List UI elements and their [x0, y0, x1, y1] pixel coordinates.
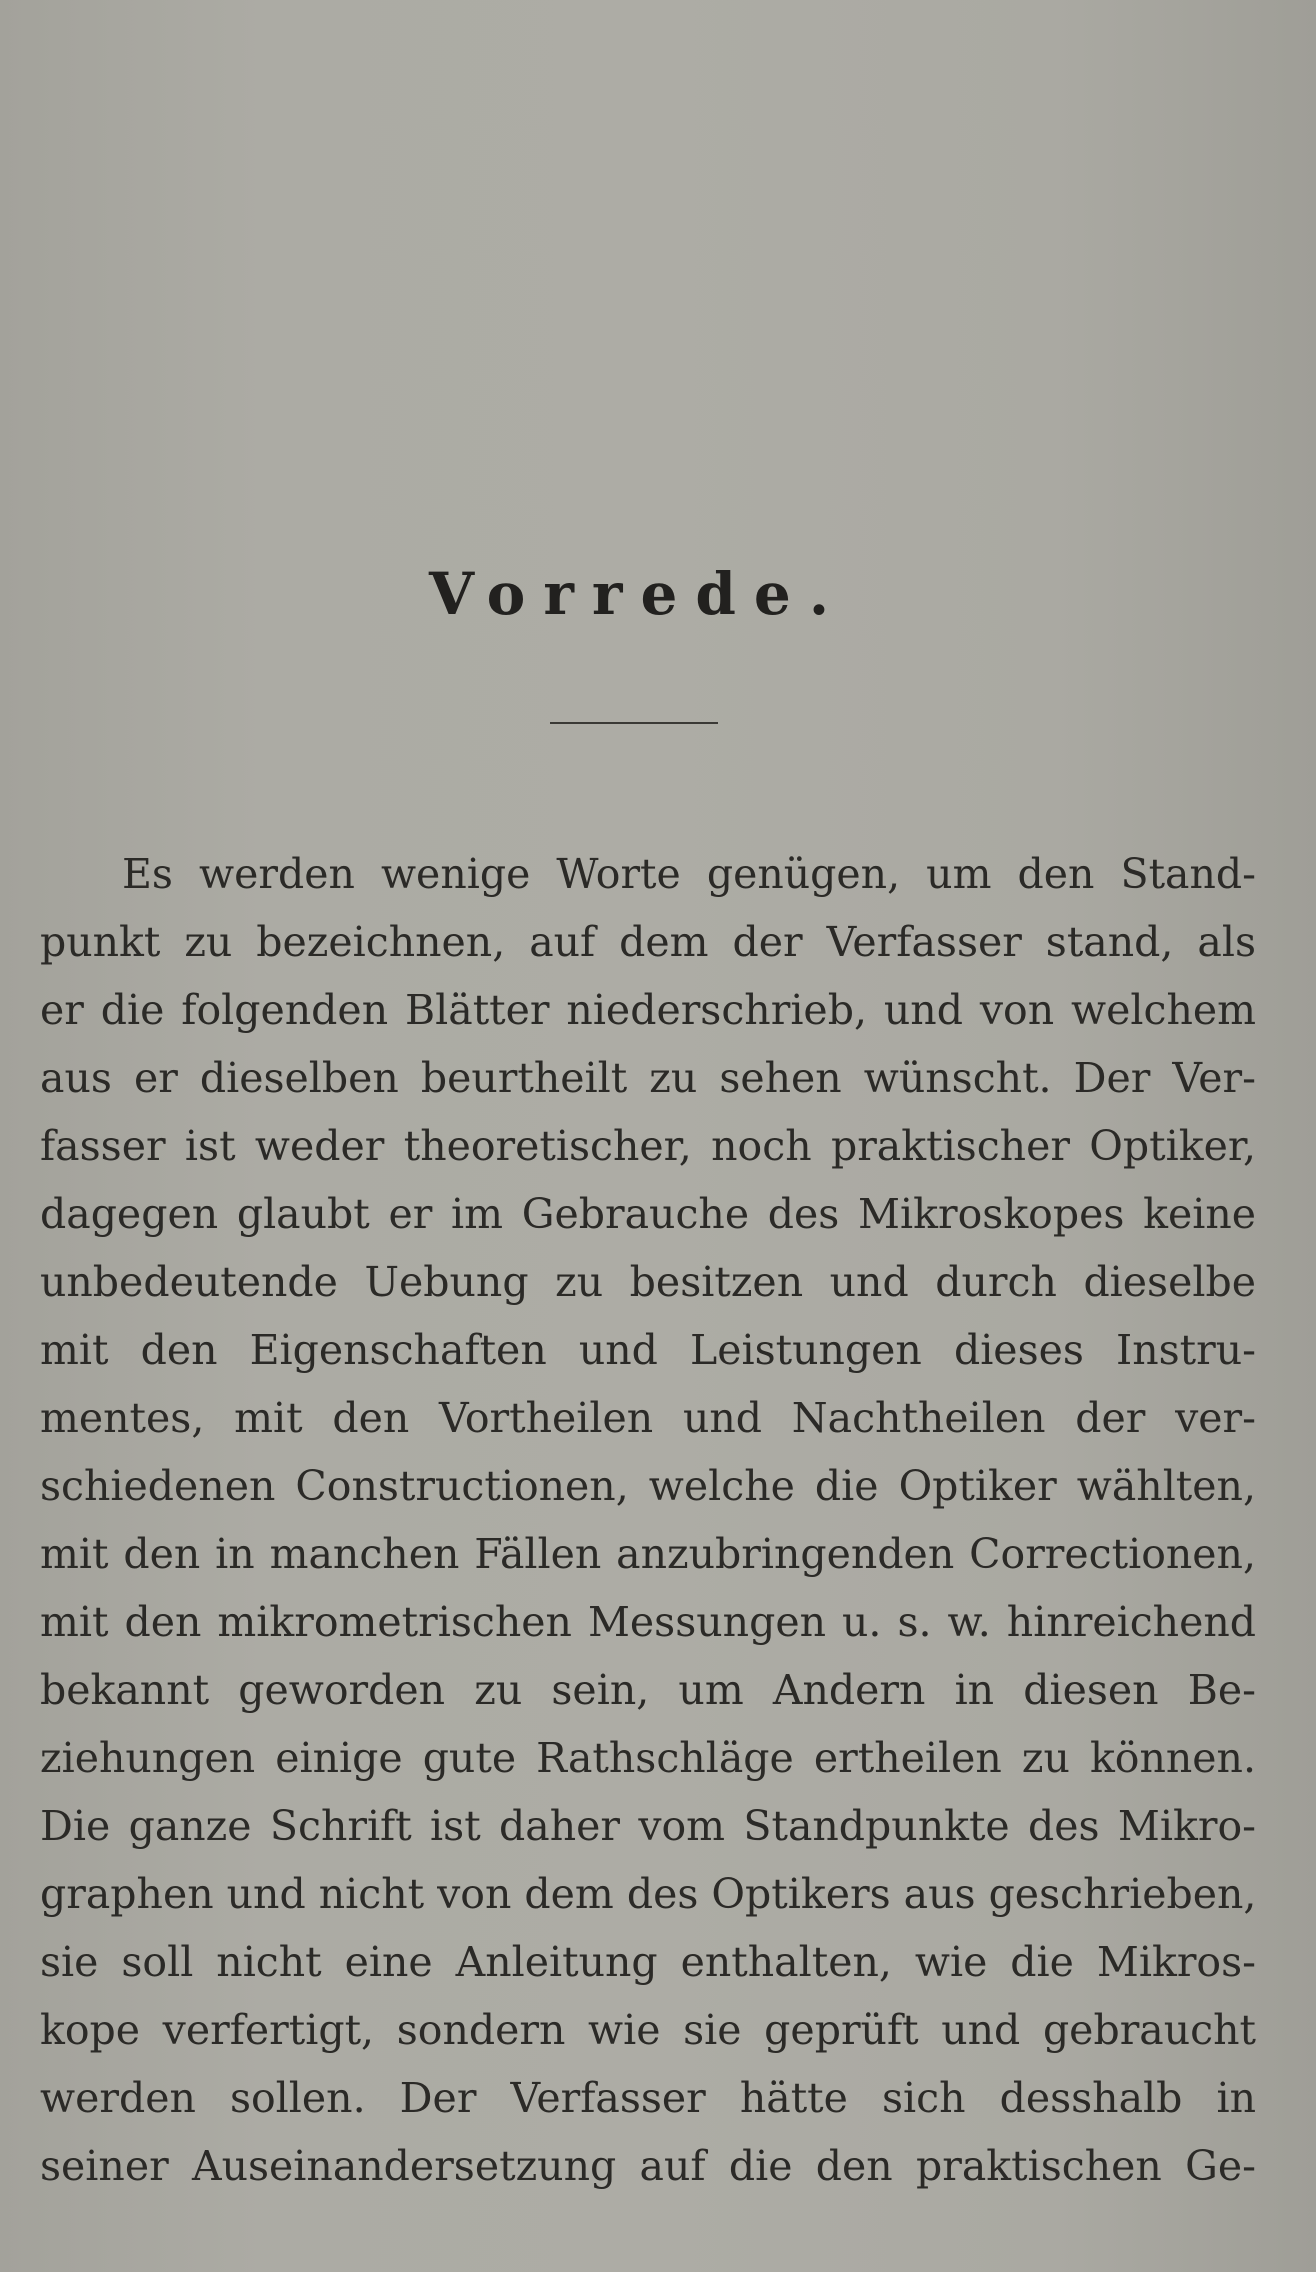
text-line: dagegen glaubt er im Gebrauche des Mikroskopes keine — [40, 1190, 1256, 1238]
text-line: mentes, mit den Vortheilen und Nachtheilen der ver- — [40, 1394, 1256, 1442]
text-line: werden sollen. Der Verfasser hätte sich desshalb in — [40, 2074, 1256, 2122]
text-line: Die ganze Schrift ist daher vom Standpunkte des Mikro- — [40, 1802, 1256, 1850]
text-line: unbedeutende Uebung zu besitzen und durch dieselbe — [40, 1258, 1256, 1306]
text-line: kope verfertigt, sondern wie sie geprüft und gebraucht — [40, 2006, 1256, 2054]
text-line: mit den Eigenschaften und Leistungen dieses Instru- — [40, 1326, 1256, 1374]
text-line: Es werden wenige Worte genügen, um den Stand- — [122, 850, 1256, 898]
text-line: aus er dieselben beurtheilt zu sehen wünscht. Der Ver- — [40, 1054, 1256, 1102]
text-line: mit den in manchen Fällen anzubringenden Correctionen, — [40, 1530, 1256, 1578]
chapter-title: Vorrede. — [428, 560, 848, 628]
text-line: seiner Auseinandersetzung auf die den praktischen Ge- — [40, 2142, 1256, 2190]
text-line: schiedenen Constructionen, welche die Optiker wählten, — [40, 1462, 1256, 1510]
text-line: punkt zu bezeichnen, auf dem der Verfasser stand, als — [40, 918, 1256, 966]
text-line: er die folgenden Blätter niederschrieb, und von welchem — [40, 986, 1256, 1034]
title-divider — [550, 722, 718, 724]
text-line: mit den mikrometrischen Messungen u. s. w. hinreichend — [40, 1598, 1256, 1646]
text-line: fasser ist weder theoretischer, noch praktischer Optiker, — [40, 1122, 1256, 1170]
text-line: sie soll nicht eine Anleitung enthalten, wie die Mikros- — [40, 1938, 1256, 1986]
text-line: ziehungen einige gute Rathschläge ertheilen zu können. — [40, 1734, 1256, 1782]
body-paragraph — [40, 840, 1256, 2200]
text-line: graphen und nicht von dem des Optikers aus geschrieben, — [40, 1870, 1257, 1918]
text-line: bekannt geworden zu sein, um Andern in diesen Be- — [40, 1666, 1256, 1714]
